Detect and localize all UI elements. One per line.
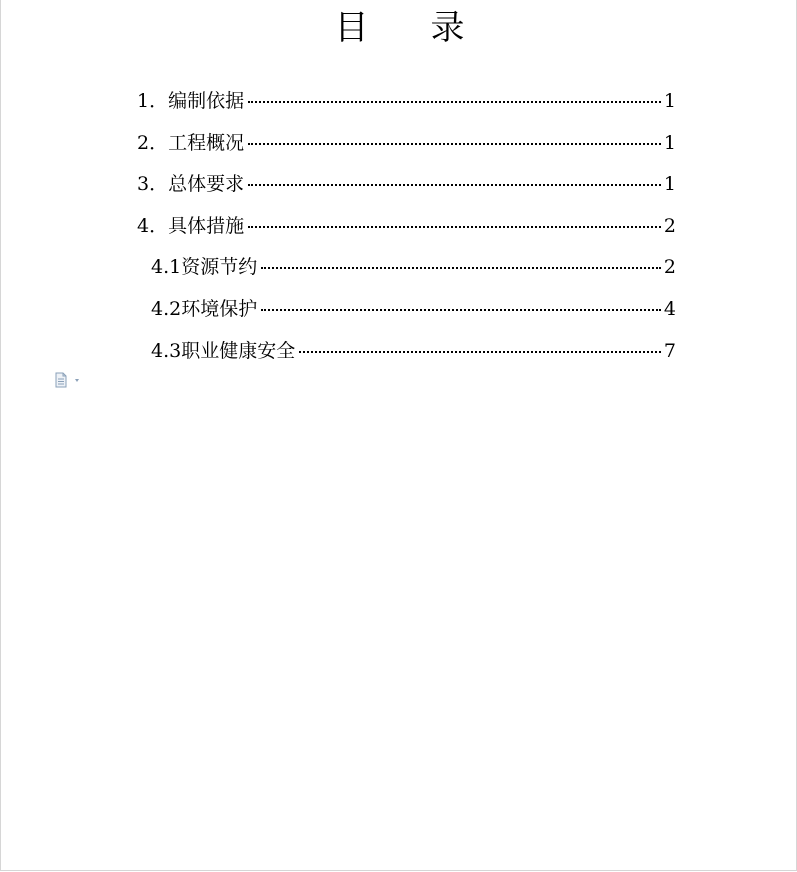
toc-entry-page: 2 xyxy=(663,215,676,237)
toc-subentry[interactable] xyxy=(151,255,676,279)
toc-entry-number: 4.3 xyxy=(151,340,182,362)
toc-entry-label: 职业健康安全 xyxy=(181,340,296,362)
toc-entry-number: 4.2 xyxy=(151,298,182,320)
paste-options-icon[interactable] xyxy=(55,372,83,388)
toc-entry[interactable] xyxy=(137,89,676,113)
toc-entry-number: 2． xyxy=(137,132,169,154)
toc-entry-label: 资源节约 xyxy=(181,256,258,278)
toc-entry-number: 4． xyxy=(137,215,169,237)
toc-dot-leader xyxy=(248,184,661,186)
toc-entry-page: 2 xyxy=(663,256,676,278)
toc-entry[interactable] xyxy=(137,131,676,155)
toc-entry-page: 1 xyxy=(663,90,676,112)
toc-entry[interactable] xyxy=(137,172,676,196)
toc-entry-label: 总体要求 xyxy=(168,173,245,195)
toc-entry-number: 1． xyxy=(137,90,169,112)
toc-entry-label: 具体措施 xyxy=(168,215,245,237)
toc-entry[interactable] xyxy=(137,214,676,238)
toc-entry-page: 7 xyxy=(663,340,676,362)
page-title xyxy=(1,6,797,50)
toc-entry-label: 工程概况 xyxy=(168,132,245,154)
title-char-1: 目 xyxy=(334,8,369,48)
toc-entry-page: 1 xyxy=(663,132,676,154)
toc-subentry[interactable] xyxy=(151,339,676,363)
toc-entry-label: 环境保护 xyxy=(181,298,258,320)
toc-dot-leader xyxy=(248,143,661,145)
toc-entry-label: 编制依据 xyxy=(168,90,245,112)
toc-dot-leader xyxy=(261,267,661,269)
toc-dot-leader xyxy=(248,101,661,103)
toc-dot-leader xyxy=(299,351,661,353)
toc-entry-page: 1 xyxy=(663,173,676,195)
toc-dot-leader xyxy=(248,226,661,228)
toc-entry-page: 4 xyxy=(663,298,676,320)
toc-dot-leader xyxy=(261,309,661,311)
toc-entry-number: 3． xyxy=(137,173,169,195)
toc-subentry[interactable] xyxy=(151,297,676,321)
toc-entry-number: 4.1 xyxy=(151,256,182,278)
title-char-2: 录 xyxy=(430,8,465,48)
